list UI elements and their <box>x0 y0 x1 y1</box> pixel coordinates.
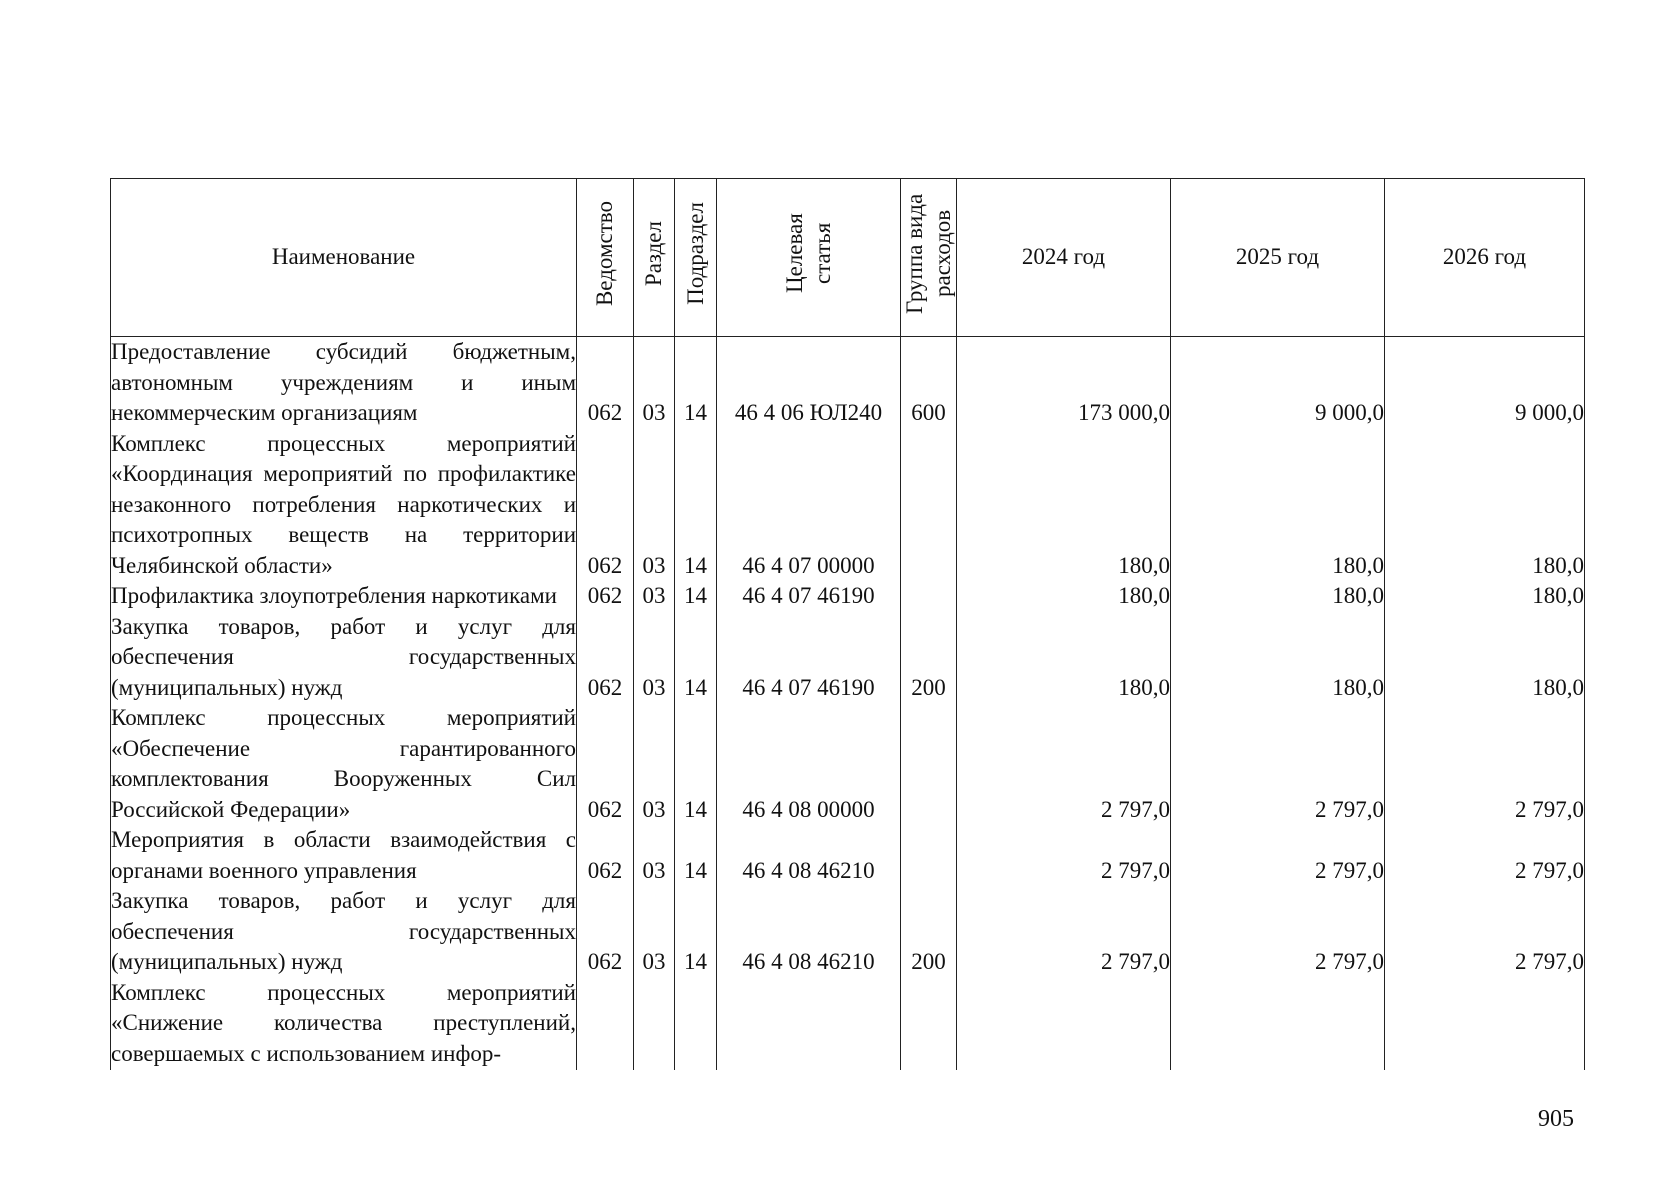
row-gruppa <box>901 429 957 582</box>
row-2026: 2 797,0 <box>1385 825 1585 886</box>
row-name: Комплекс процессных мероприятий «Снижение количества преступлений, совершаемых с использованием инфор- <box>111 978 577 1070</box>
budget-table <box>110 178 1585 1070</box>
row-2025: 2 797,0 <box>1171 886 1385 978</box>
table-row <box>111 703 1585 825</box>
row-2025: 9 000,0 <box>1171 337 1385 429</box>
header-gruppa-vida-rashodov: Группа вида расходов <box>901 179 957 337</box>
row-name: Мероприятия в области взаимодействия с органами военного управления <box>111 825 577 886</box>
table-row <box>111 581 1585 612</box>
table-row <box>111 612 1585 704</box>
table-row <box>111 429 1585 582</box>
row-2024: 173 000,0 <box>957 337 1171 429</box>
header-2024: 2024 год <box>957 179 1171 337</box>
row-2024: 180,0 <box>957 612 1171 704</box>
header-razdel: Раздел <box>634 179 675 337</box>
table-row <box>111 886 1585 978</box>
header-podrazdel: Подраздел <box>675 179 717 337</box>
row-2024: 2 797,0 <box>957 825 1171 886</box>
header-celevaya-statya: Целевая статья <box>717 179 901 337</box>
row-razdel: 03 <box>634 886 675 978</box>
row-2024: 2 797,0 <box>957 886 1171 978</box>
row-name: Комплекс процессных мероприятий «Координация мероприятий по профилактике незаконного потребления наркотических и психотропных веществ на территории Челябинской области» <box>111 429 577 582</box>
page-number: 905 <box>1538 1106 1574 1132</box>
row-2024 <box>957 978 1171 1070</box>
row-podrazdel: 14 <box>675 703 717 825</box>
table-row <box>111 825 1585 886</box>
header-name: Наименование <box>111 179 577 337</box>
row-celevaya-statya: 46 4 06 ЮЛ240 <box>717 337 901 429</box>
row-gruppa <box>901 978 957 1070</box>
row-celevaya-statya: 46 4 07 00000 <box>717 429 901 582</box>
row-name: Закупка товаров, работ и услуг для обеспечения государственных (муниципальных) нужд <box>111 886 577 978</box>
table-body <box>111 337 1585 1070</box>
row-2024: 180,0 <box>957 581 1171 612</box>
row-podrazdel: 14 <box>675 612 717 704</box>
row-2025: 180,0 <box>1171 581 1385 612</box>
row-gruppa: 200 <box>901 886 957 978</box>
row-celevaya-statya <box>717 978 901 1070</box>
table-header-row <box>111 179 1585 337</box>
row-celevaya-statya: 46 4 08 46210 <box>717 886 901 978</box>
row-razdel: 03 <box>634 337 675 429</box>
row-2025: 2 797,0 <box>1171 825 1385 886</box>
row-celevaya-statya: 46 4 08 00000 <box>717 703 901 825</box>
row-podrazdel: 14 <box>675 825 717 886</box>
row-2025: 180,0 <box>1171 429 1385 582</box>
row-vedomstvo: 062 <box>577 337 634 429</box>
row-vedomstvo <box>577 978 634 1070</box>
row-name: Профилактика злоупотребления наркотиками <box>111 581 577 612</box>
row-razdel <box>634 978 675 1070</box>
row-razdel: 03 <box>634 429 675 582</box>
row-2026: 180,0 <box>1385 429 1585 582</box>
row-podrazdel: 14 <box>675 581 717 612</box>
table-row <box>111 978 1585 1070</box>
row-gruppa: 600 <box>901 337 957 429</box>
row-2026: 180,0 <box>1385 612 1585 704</box>
row-vedomstvo: 062 <box>577 703 634 825</box>
row-name: Закупка товаров, работ и услуг для обеспечения государственных (муниципальных) нужд <box>111 612 577 704</box>
row-razdel: 03 <box>634 825 675 886</box>
table-row <box>111 337 1585 429</box>
row-gruppa: 200 <box>901 612 957 704</box>
row-gruppa <box>901 581 957 612</box>
row-celevaya-statya: 46 4 07 46190 <box>717 612 901 704</box>
header-vedomstvo: Ведомство <box>577 179 634 337</box>
row-2025: 2 797,0 <box>1171 703 1385 825</box>
row-razdel: 03 <box>634 581 675 612</box>
row-2026: 9 000,0 <box>1385 337 1585 429</box>
row-2026: 2 797,0 <box>1385 886 1585 978</box>
row-2025 <box>1171 978 1385 1070</box>
row-2024: 2 797,0 <box>957 703 1171 825</box>
row-razdel: 03 <box>634 703 675 825</box>
row-2026: 2 797,0 <box>1385 703 1585 825</box>
row-2026: 180,0 <box>1385 581 1585 612</box>
header-2026: 2026 год <box>1385 179 1585 337</box>
row-2024: 180,0 <box>957 429 1171 582</box>
row-celevaya-statya: 46 4 07 46190 <box>717 581 901 612</box>
row-vedomstvo: 062 <box>577 581 634 612</box>
row-podrazdel: 14 <box>675 429 717 582</box>
row-podrazdel: 14 <box>675 886 717 978</box>
row-gruppa <box>901 825 957 886</box>
row-celevaya-statya: 46 4 08 46210 <box>717 825 901 886</box>
row-podrazdel: 14 <box>675 337 717 429</box>
row-vedomstvo: 062 <box>577 886 634 978</box>
row-vedomstvo: 062 <box>577 612 634 704</box>
row-name: Предоставление субсидий бюджетным, автономным учреждениям и иным некоммерческим организациям <box>111 337 577 429</box>
row-2025: 180,0 <box>1171 612 1385 704</box>
row-vedomstvo: 062 <box>577 429 634 582</box>
row-gruppa <box>901 703 957 825</box>
row-2026 <box>1385 978 1585 1070</box>
header-2025: 2025 год <box>1171 179 1385 337</box>
row-podrazdel <box>675 978 717 1070</box>
row-vedomstvo: 062 <box>577 825 634 886</box>
row-name: Комплекс процессных мероприятий «Обеспечение гарантированного комплектования Вооруженных Сил Российской Федерации» <box>111 703 577 825</box>
row-razdel: 03 <box>634 612 675 704</box>
